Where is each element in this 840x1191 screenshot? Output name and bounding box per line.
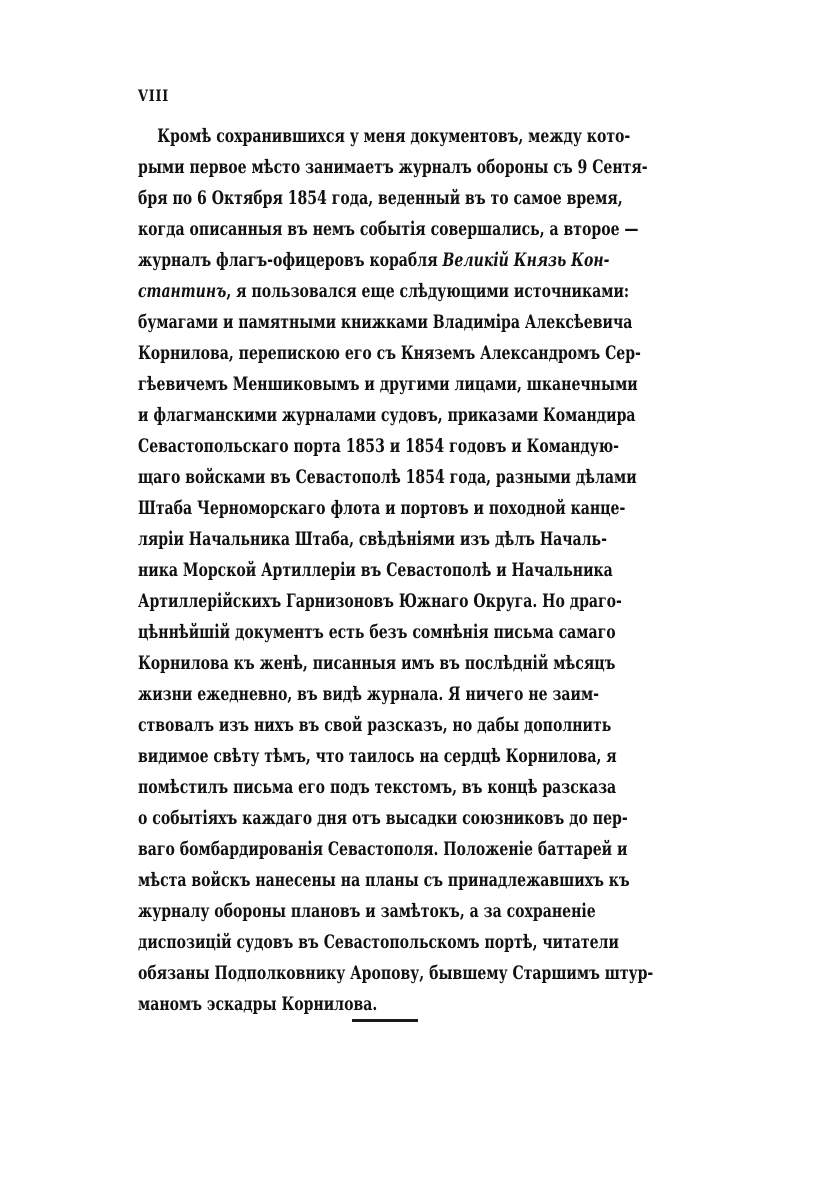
text-line: жизни ежедневно, въ видѣ журнала. Я ничего не заим- <box>138 683 600 705</box>
text-line: помѣстилъ письма его подъ текстомъ, въ концѣ разсказа <box>138 776 617 798</box>
text-line: мѣста войскъ нанесены на планы съ принадлежавшихъ къ <box>138 869 630 891</box>
text-line: маномъ эскадры Корнилова. <box>138 993 378 1015</box>
text-line: диспозицій судовъ въ Севастопольскомъ портѣ, читатели <box>138 931 619 953</box>
text-line: видимое свѣту тѣмъ, что таилось на сердцѣ Корнилова, я <box>138 745 617 767</box>
text-line: гѣевичемъ Меншиковымъ и другими лицами, шканечными <box>138 373 638 395</box>
text-line: журналъ флагъ-офицеровъ корабля Великій Князь Кон- <box>138 249 610 271</box>
text-line: Артиллерійскихъ Гарнизоновъ Южнаго Округа. Но драго- <box>138 590 622 612</box>
ship-name-italic: Великій Князь Кон- <box>442 249 610 271</box>
text-line: Кромѣ сохранившихся у меня документовъ, между кото- <box>157 125 631 147</box>
text-line: ляріи Начальника Штаба, свѣдѣніями изъ дѣлъ Началь- <box>138 528 607 550</box>
section-end-rule <box>352 1019 418 1022</box>
text-line: и флагманскими журналами судовъ, приказами Командира <box>138 404 636 426</box>
text-line: бумагами и памятными книжками Владиміра Алексѣевича <box>138 311 633 333</box>
text-line: цѣннѣйшій документъ есть безъ сомнѣнія письма самаго <box>138 621 616 643</box>
page-number: VIII <box>138 86 170 105</box>
text-line: Корнилова, перепискою его съ Княземъ Александромъ Сер- <box>138 342 641 364</box>
text-line: ствовалъ изъ нихъ въ свой разсказъ, но дабы дополнить <box>138 714 612 736</box>
text-line: обязаны Подполковнику Аропову, бывшему Старшимъ штур- <box>138 962 654 984</box>
text-line: журналу обороны плановъ и замѣтокъ, а за сохраненіе <box>138 900 596 922</box>
text-line: Севастопольскаго порта 1853 и 1854 годовъ и Командую- <box>138 435 620 457</box>
text-line: Корнилова къ женѣ, писанныя имъ въ послѣдній мѣсяцъ <box>138 652 616 674</box>
text-line: Штаба Черноморскаго флота и портовъ и походной канце- <box>138 497 626 519</box>
text-line: стантинъ, я пользовался еще слѣдующими источниками: <box>138 280 630 302</box>
text-line: о событіяхъ каждаго дня отъ высадки союзниковъ до пер- <box>138 807 628 829</box>
text-line: ника Морской Артиллеріи въ Севастополѣ и Начальника <box>138 559 613 581</box>
text-line: бря по 6 Октября 1854 года, веденный въ то самое время, <box>138 187 623 209</box>
text-line: ваго бомбардированія Севастополя. Положеніе баттарей и <box>138 838 628 860</box>
text-line: рыми первое мѣсто занимаетъ журналъ обороны съ 9 Сентя- <box>138 156 648 178</box>
text-line: когда описанныя въ немъ событія совершались, а второе — <box>138 218 639 240</box>
text-line: щаго войсками въ Севастополѣ 1854 года, разными дѣлами <box>138 466 637 488</box>
ship-name-italic-continued: стантинъ <box>138 280 227 302</box>
preface-paragraph <box>138 121 666 1020</box>
